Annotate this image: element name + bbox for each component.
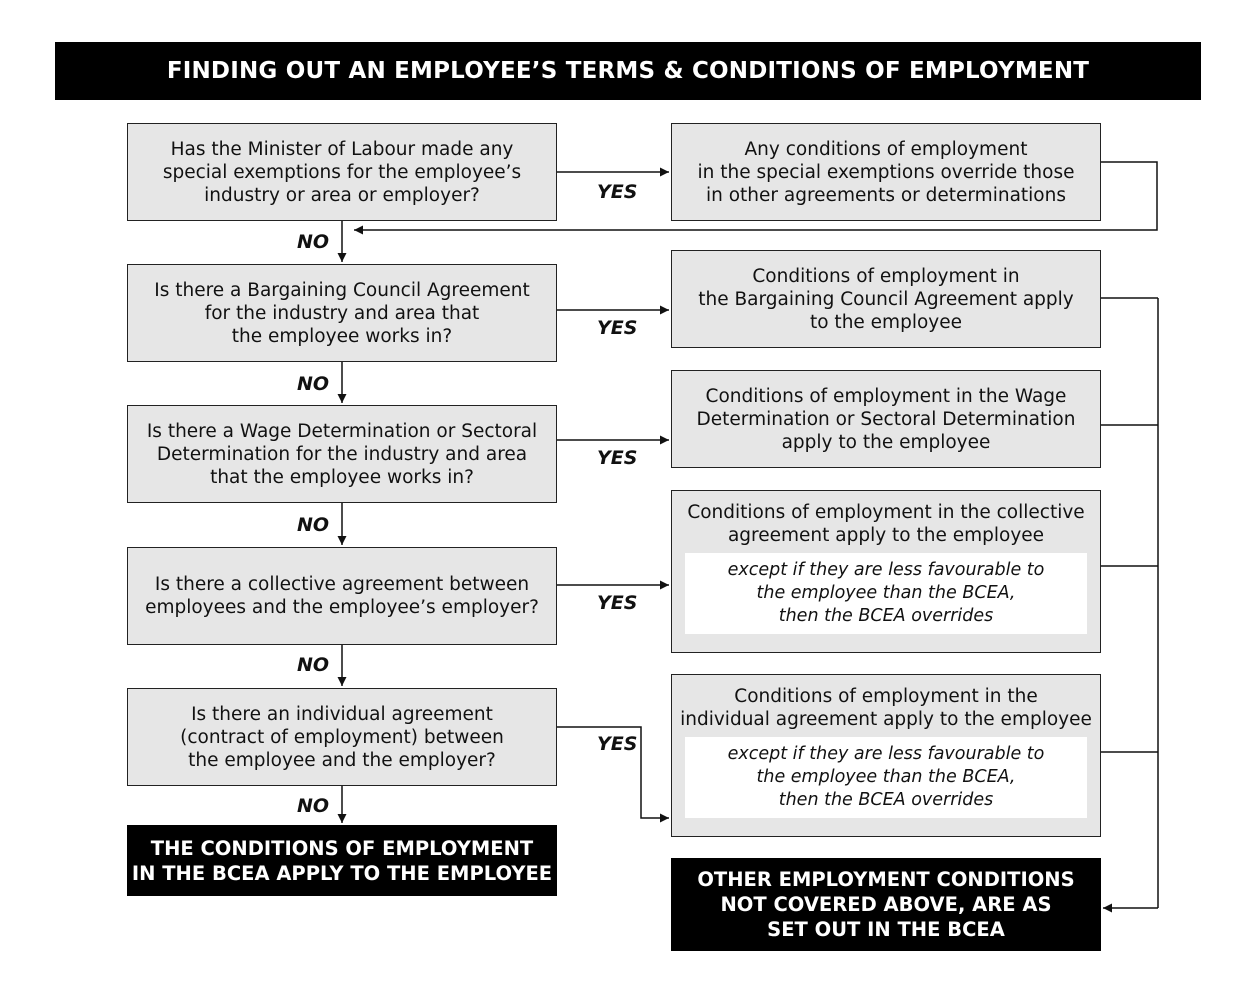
final-text: THE CONDITIONS OF EMPLOYMENT bbox=[150, 836, 534, 860]
yes-label: YES bbox=[597, 592, 638, 614]
outcome-text: agreement apply to the employee bbox=[727, 525, 1045, 546]
outcome-text: Conditions of employment in the collective bbox=[687, 502, 1085, 523]
note-text: the employee than the BCEA, bbox=[756, 767, 1016, 787]
question-text: the employee and the employer? bbox=[188, 749, 496, 771]
note-text: except if they are less favourable to bbox=[727, 744, 1045, 764]
question-text: special exemptions for the employee’s bbox=[162, 161, 522, 183]
outcome-text: Conditions of employment in the Wage bbox=[705, 385, 1067, 407]
no-label: NO bbox=[297, 795, 330, 817]
question-text: Is there a collective agreement between bbox=[154, 574, 530, 595]
yes-label: YES bbox=[597, 733, 638, 755]
yes-label: YES bbox=[597, 181, 638, 203]
question-text: Has the Minister of Labour made any bbox=[170, 138, 514, 160]
question-text: Determination for the industry and area bbox=[156, 443, 528, 465]
outcome-text: Conditions of employment in bbox=[752, 265, 1020, 287]
outcome-text: in the special exemptions override those bbox=[697, 161, 1075, 183]
outcome-text: in other agreements or determinations bbox=[705, 184, 1066, 206]
question-text: industry or area or employer? bbox=[204, 184, 480, 206]
question-text: (contract of employment) between bbox=[180, 726, 504, 748]
no-label: NO bbox=[297, 514, 330, 536]
yes-label: YES bbox=[597, 317, 638, 339]
yes-label: YES bbox=[597, 447, 638, 469]
outcome-text: the Bargaining Council Agreement apply bbox=[698, 288, 1074, 310]
question-text: the employee works in? bbox=[231, 325, 453, 347]
outcome-text: Any conditions of employment bbox=[744, 138, 1028, 160]
final-text: SET OUT IN THE BCEA bbox=[767, 918, 1005, 941]
question-text: Is there a Bargaining Council Agreement bbox=[154, 279, 530, 301]
no-label: NO bbox=[297, 373, 330, 395]
outcome-text: individual agreement apply to the employee bbox=[680, 709, 1092, 730]
final-text: NOT COVERED ABOVE, ARE AS bbox=[720, 893, 1052, 916]
final-text: IN THE BCEA APPLY TO THE EMPLOYEE bbox=[131, 861, 553, 885]
outcome-text: Conditions of employment in the bbox=[734, 686, 1038, 707]
exemption-return-arrow bbox=[354, 162, 1157, 230]
note-text: except if they are less favourable to bbox=[727, 560, 1045, 580]
note-text: the employee than the BCEA, bbox=[756, 583, 1016, 603]
outcome-text: apply to the employee bbox=[781, 431, 991, 453]
question-text: that the employee works in? bbox=[210, 466, 474, 488]
no-label: NO bbox=[297, 231, 330, 253]
question-text: employees and the employee’s employer? bbox=[145, 597, 539, 618]
question-text: for the industry and area that bbox=[204, 302, 480, 324]
no-label: NO bbox=[297, 654, 330, 676]
note-text: then the BCEA overrides bbox=[778, 606, 994, 626]
page-title: FINDING OUT AN EMPLOYEE’S TERMS & CONDITIONS OF EMPLOYMENT bbox=[55, 42, 1201, 100]
note-text: then the BCEA overrides bbox=[778, 790, 994, 810]
question-text: Is there a Wage Determination or Sectoral bbox=[146, 420, 538, 442]
outcome-text: to the employee bbox=[809, 311, 962, 333]
question-text: Is there an individual agreement bbox=[191, 703, 493, 725]
outcome-text: Determination or Sectoral Determination bbox=[696, 408, 1076, 430]
final-text: OTHER EMPLOYMENT CONDITIONS bbox=[697, 868, 1075, 891]
